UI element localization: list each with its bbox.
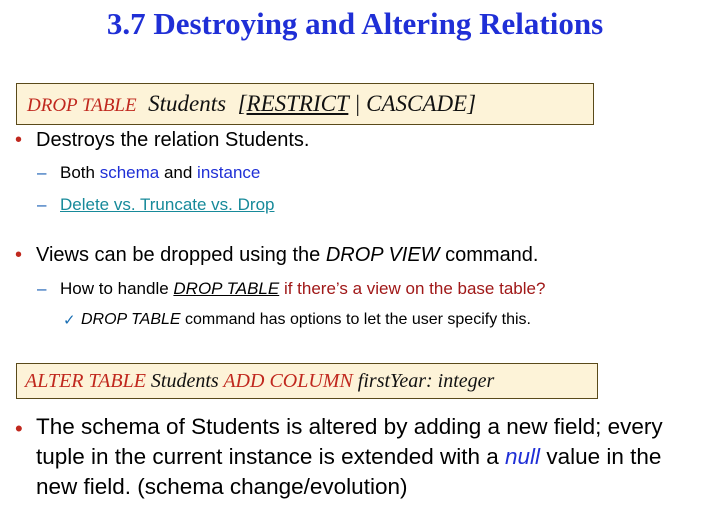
- check-icon: ✓: [63, 312, 76, 329]
- drop-table-term: DROP TABLE: [173, 279, 280, 298]
- bullet-icon: •: [15, 416, 23, 441]
- bullet-icon: •: [15, 244, 23, 266]
- bullet-drop-view: Views can be dropped using the DROP VIEW command.: [36, 244, 539, 266]
- bullet-destroys-relation: Destroys the relation Students.: [36, 129, 310, 151]
- sub-bullet-link-row: [60, 195, 274, 215]
- sub-sub-bullet-options: DROP TABLE command has options to let the user specify this.: [81, 311, 531, 328]
- slide-title: 3.7 Destroying and Altering Relations: [106, 6, 604, 41]
- alter-table-syntax-box: [16, 363, 598, 399]
- sub-bullet-view-question: How to handle DROP TABLE if there’s a view on the base table?: [60, 279, 546, 298]
- restrict-option: RESTRICT: [246, 91, 349, 116]
- students-table-name: Students: [150, 370, 219, 392]
- option-separator: |: [354, 91, 361, 116]
- cascade-option: CASCADE: [366, 91, 468, 116]
- close-bracket: ]: [467, 91, 477, 116]
- add-column-keyword: ADD COLUMN: [223, 370, 353, 392]
- instance-term: instance: [197, 163, 261, 182]
- dash-icon: –: [37, 279, 47, 298]
- drop-table-keyword: DROP TABLE: [27, 95, 137, 116]
- null-term: null: [505, 444, 541, 469]
- bullet-icon: •: [15, 129, 23, 151]
- delete-truncate-drop-link[interactable]: Delete vs. Truncate vs. Drop: [60, 195, 275, 214]
- drop-table-term: DROP TABLE: [81, 311, 181, 328]
- open-bracket: [: [237, 91, 247, 116]
- dash-icon: –: [37, 195, 47, 214]
- schema-term: schema: [99, 163, 160, 182]
- alter-table-keyword: ALTER TABLE: [25, 370, 146, 392]
- column-definition: firstYear: integer: [357, 370, 495, 392]
- drop-table-syntax-box: [16, 83, 594, 125]
- dash-icon: –: [37, 163, 47, 182]
- students-table-name: Students: [148, 91, 227, 116]
- bullet-schema-altered: The schema of Students is altered by adding a new field; every tuple in the current instance is extended with a null value in the new field. (schema change/evolution): [36, 414, 663, 499]
- sub-bullet-schema-instance: Both schema and instance: [60, 163, 261, 182]
- drop-view-command: DROP VIEW: [325, 244, 440, 266]
